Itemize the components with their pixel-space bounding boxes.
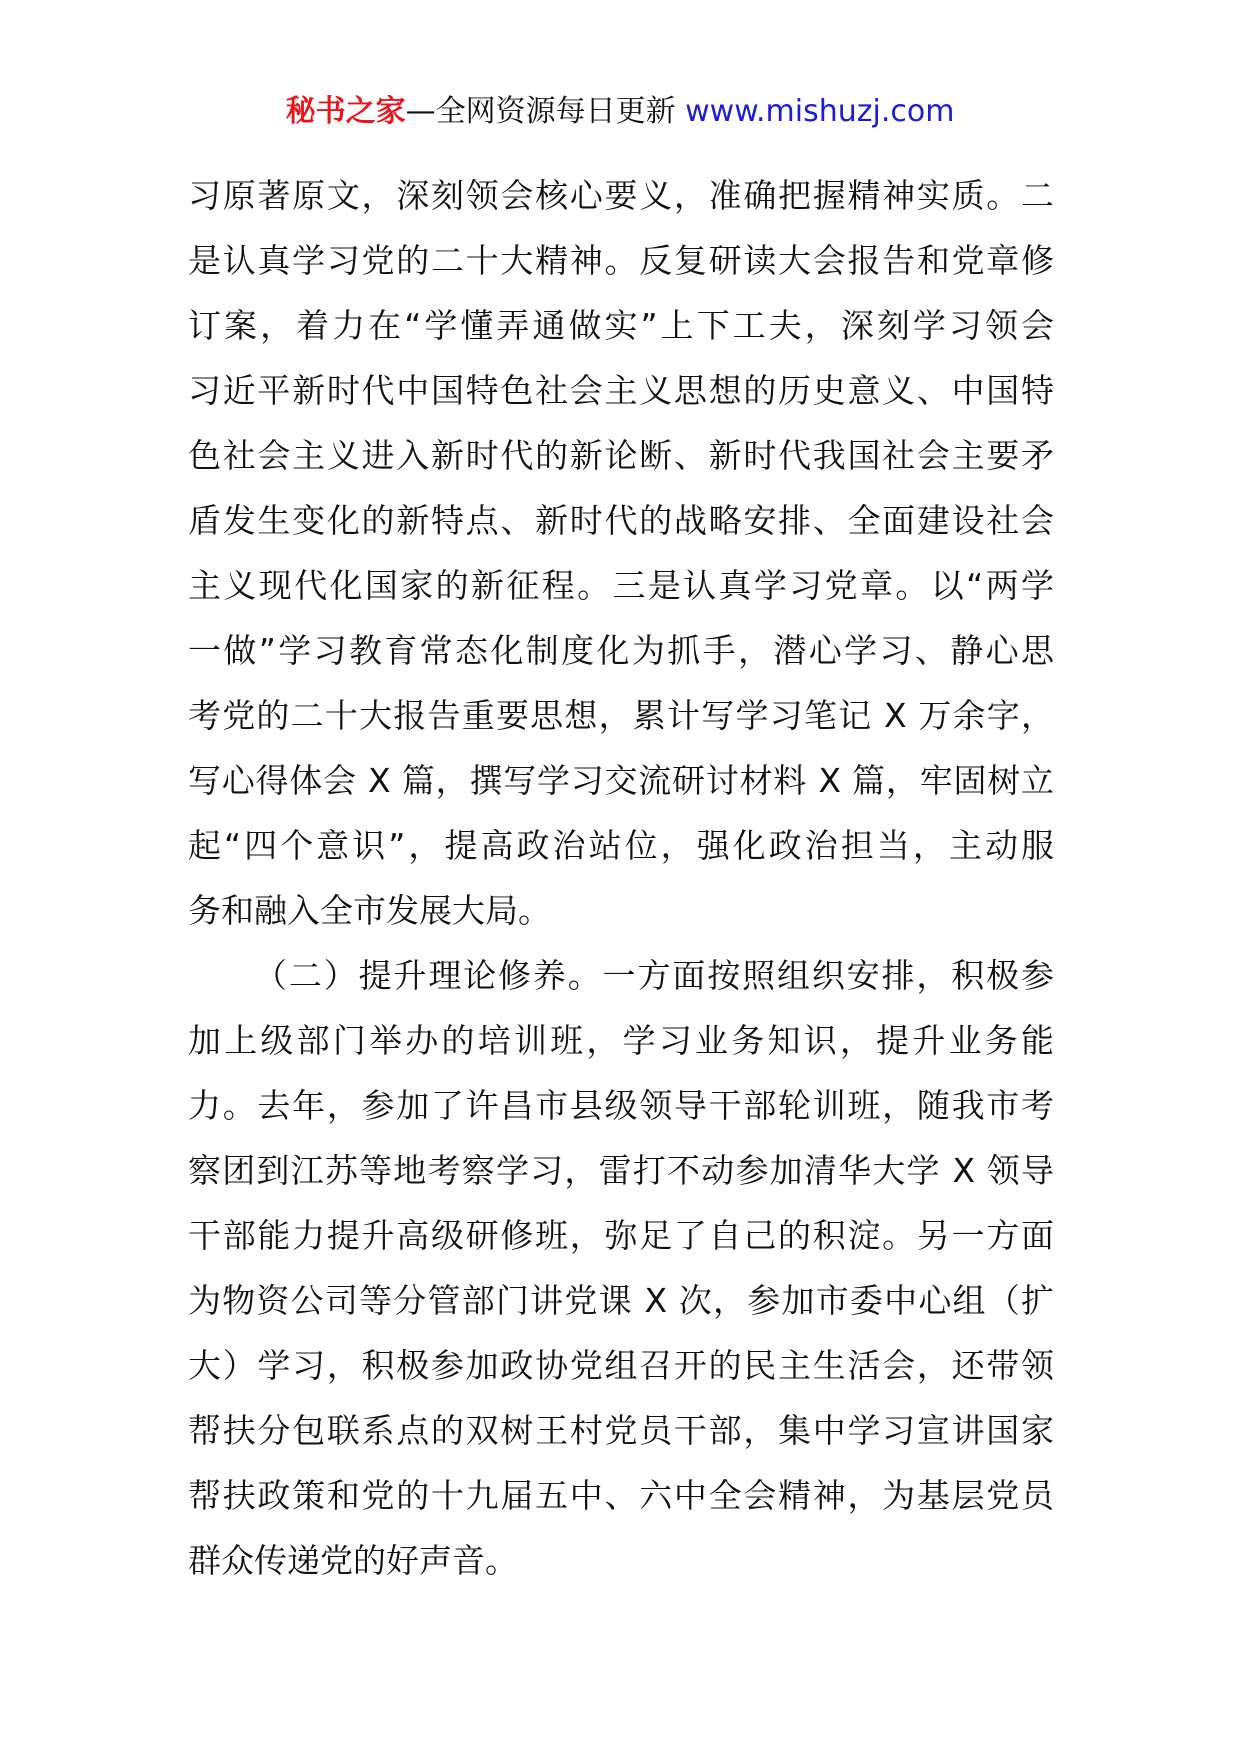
text-line: 一做”学习教育常态化制度化为抓手，潜心学习、静心思 [188,631,1054,670]
text-line: 干部能力提升高级研修班，弥足了自己的积淀。另一方面 [188,1216,1054,1255]
text-line: 写心得体会 X 篇，撰写学习交流研讨材料 X 篇，牢固树立 [188,761,1054,800]
section-heading-line: （二）提升理论修养。一方面按照组织安排，积极参 [254,956,1054,995]
text-line: 盾发生变化的新特点、新时代的战略安排、全面建设社会 [188,501,1054,540]
text-line: 考党的二十大报告重要思想，累计写学习笔记 X 万余字， [188,696,1054,735]
page-header [0,92,1240,132]
header-slogan: —全网资源每日更新 [405,94,686,129]
text-line: 务和融入全市发展大局。 [188,891,551,930]
text-line: 帮扶政策和党的十九届五中、六中全会精神，为基层党员 [188,1476,1054,1515]
text-line: 主义现代化国家的新征程。三是认真学习党章。以“两学 [188,566,1054,605]
text-line: 察团到江苏等地考察学习，雷打不动参加清华大学 X 领导 [188,1151,1054,1190]
header-url-link[interactable]: www.mishuzj.com [685,94,955,129]
header-brand: 秘书之家 [285,94,406,129]
text-line: 群众传递党的好声音。 [188,1541,518,1580]
text-line: 为物资公司等分管部门讲党课 X 次，参加市委中心组（扩 [188,1281,1054,1320]
text-line: 力。去年，参加了许昌市县级领导干部轮训班，随我市考 [188,1086,1054,1125]
text-line: 大）学习，积极参加政协党组召开的民主生活会，还带领 [188,1346,1054,1385]
text-line: 色社会主义进入新时代的新论断、新时代我国社会主要矛 [188,436,1054,475]
text-line: 帮扶分包联系点的双树王村党员干部，集中学习宣讲国家 [188,1411,1054,1450]
text-line: 习原著原文，深刻领会核心要义，准确把握精神实质。二 [188,176,1054,215]
text-line: 起“四个意识”，提高政治站位，强化政治担当，主动服 [188,826,1054,865]
text-line: 订案，着力在“学懂弄通做实”上下工夫，深刻学习领会 [188,306,1054,345]
document-body [188,163,1054,1593]
text-line: 习近平新时代中国特色社会主义思想的历史意义、中国特 [188,371,1054,410]
text-line: 是认真学习党的二十大精神。反复研读大会报告和党章修 [188,241,1054,280]
text-line: 加上级部门举办的培训班，学习业务知识，提升业务能 [188,1021,1054,1060]
